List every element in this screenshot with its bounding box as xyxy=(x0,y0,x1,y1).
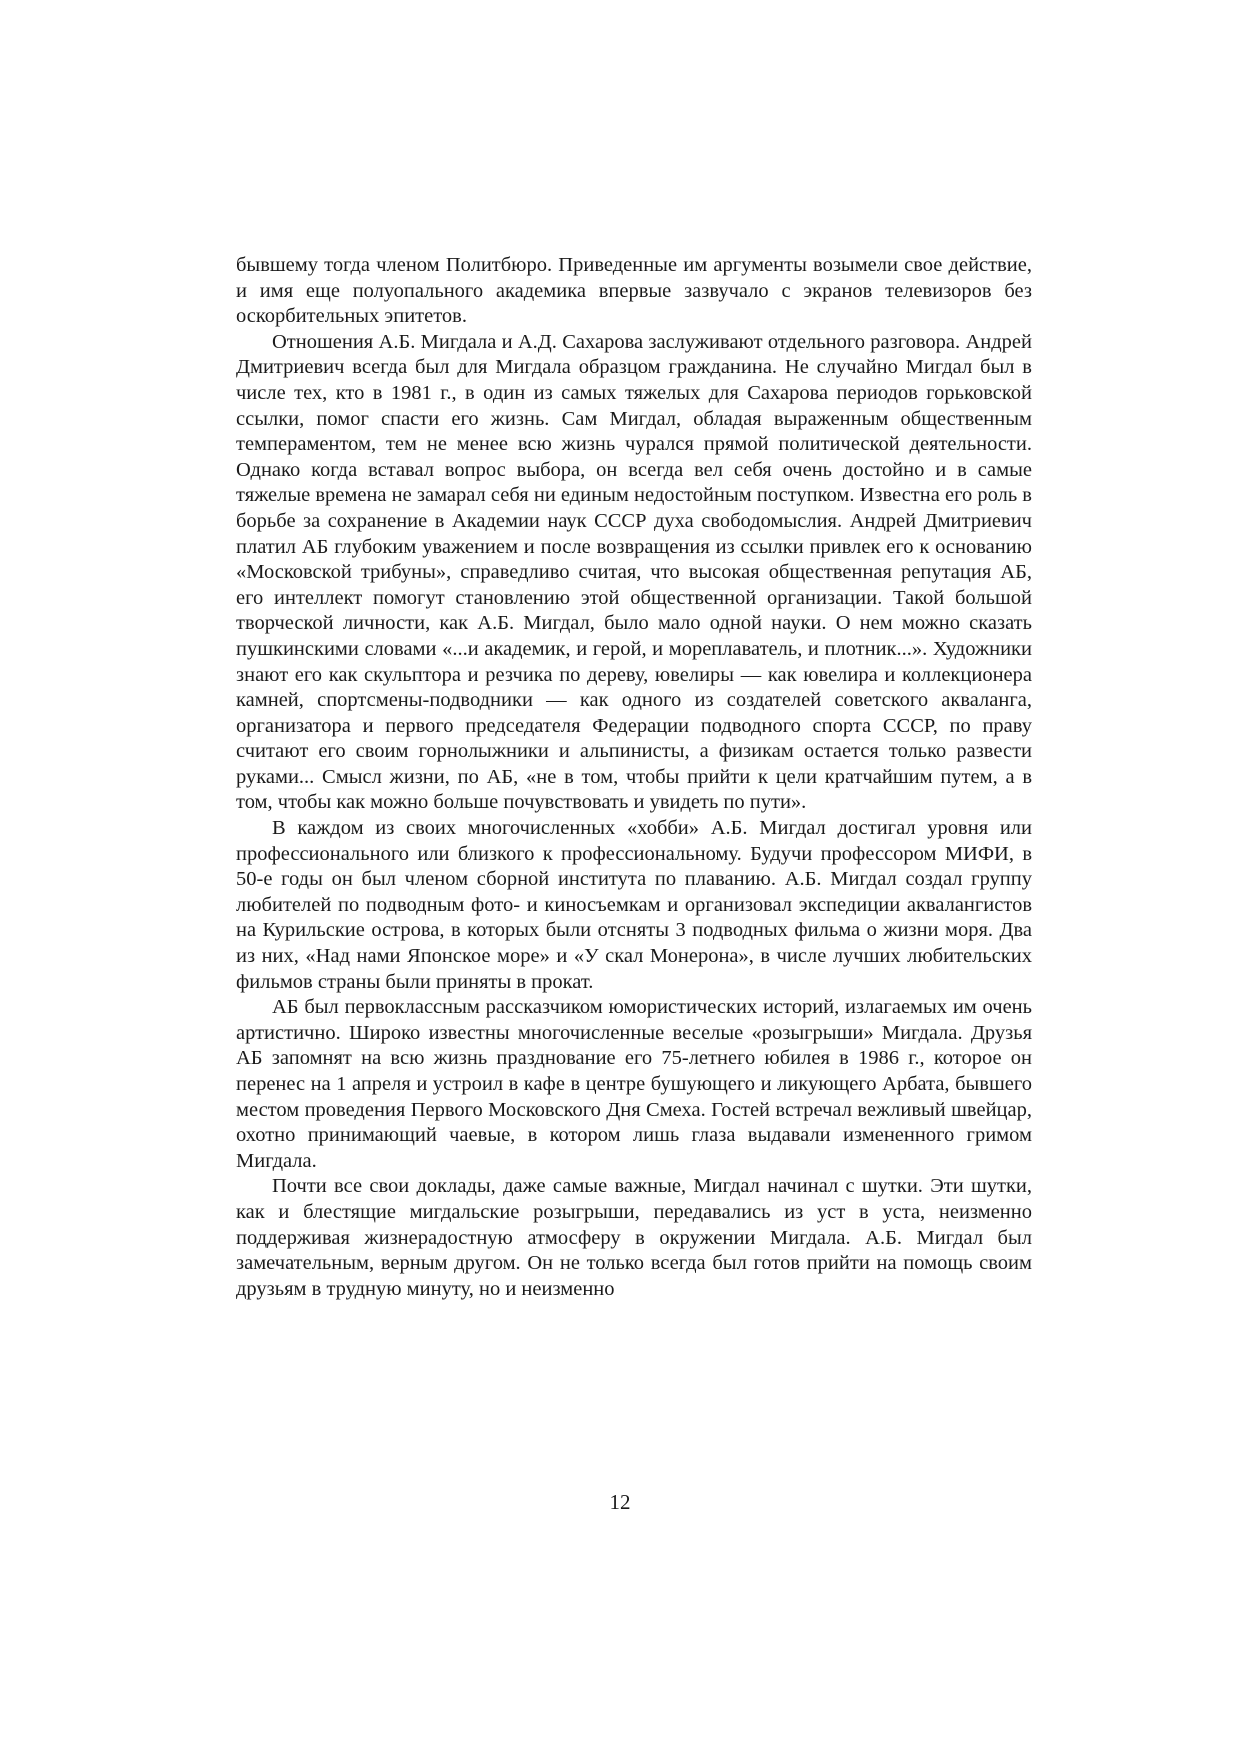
paragraph-2: Отношения А.Б. Мигдала и А.Д. Сахарова заслуживают отдельного разговора. Андрей Дмитриевич всегда был для Мигдала образцом гражданина. Не случайно Мигдал был в числе тех, кто в 1981 г., в один из самых тяжелых для Сахарова периодов горьковской ссылки, помог спасти его жизнь. Сам Мигдал, обладая выраженным общественным темпераментом, тем не менее всю жизнь чурался прямой политической деятельности. Однако когда вставал вопрос выбора, он всегда вел себя очень достойно и в самые тяжелые времена не замарал себя ни единым недостойным поступком. Известна его роль в борьбе за сохранение в Академии наук СССР духа свободомыслия. Андрей Дмитриевич платил АБ глубоким уважением и после возвращения из ссылки привлек его к основанию «Московской трибуны», справедливо считая, что высокая общественная репутация АБ, его интеллект помогут становлению этой общественной организации. Такой большой творческой личности, как А.Б. Мигдал, было мало одной науки. О нем можно сказать пушкинскими словами «...и академик, и герой, и мореплаватель, и плотник...». Художники знают его как скульптора и резчика по дереву, ювелиры — как ювелира и коллекционера камней, спортсмены-подводники — как одного из создателей советского акваланга, организатора и первого председателя Федерации подводного спорта СССР, по праву считают его своим горнолыжники и альпинисты, а физикам остается только развести руками... Смысл жизни, по АБ, «не в том, чтобы прийти к цели кратчайшим путем, а в том, чтобы как можно больше почувствовать и увидеть по пути». xyxy=(236,330,1032,814)
paragraph-1: бывшему тогда членом Политбюро. Приведенные им аргументы возымели свое действие, и имя еще полуопального академика впервые зазвучало с экранов телевизоров без оскорбительных эпитетов. xyxy=(236,254,1032,328)
paragraph-4: АБ был первоклассным рассказчиком юмористических историй, излагаемых им очень артистично. Широко известны многочисленные веселые «розыгрыши» Мигдала. Друзья АБ запомнят на всю жизнь празднование его 75-летнего юбилея в 1986 г., которое он перенес на 1 апреля и устроил в кафе в центре бушующего и ликующего Арбата, бывшего местом проведения Первого Московского Дня Смеха. Гостей встречал вежливый швейцар, охотно принимающий чаевые, в котором лишь глаза выдавали измененного гримом Мигдала. xyxy=(236,996,1032,1172)
body-text xyxy=(236,253,1032,1302)
page-number: 12 xyxy=(609,1490,631,1514)
paragraph-5: Почти все свои доклады, даже самые важные, Мигдал начинал с шутки. Эти шутки, как и блестящие мигдальские розыгрыши, передавались из уст в уста, неизменно поддерживая жизнерадостную атмосферу в окружении Мигдала. А.Б. Мигдал был замечательным, верным другом. Он не только всегда был готов прийти на помощь своим друзьям в трудную минуту, но и неизменно xyxy=(236,1175,1032,1300)
paragraph-3: В каждом из своих многочисленных «хобби» А.Б. Мигдал достигал уровня или профессионального или близкого к профессиональному. Будучи профессором МИФИ, в 50-е годы он был членом сборной института по плаванию. А.Б. Мигдал создал группу любителей по подводным фото- и киносъемкам и организовал экспедиции аквалангистов на Курильские острова, в которых были отсняты 3 подводных фильма о жизни моря. Два из них, «Над нами Японское море» и «У скал Монерона», в числе лучших любительских фильмов страны были приняты в прокат. xyxy=(236,817,1032,993)
